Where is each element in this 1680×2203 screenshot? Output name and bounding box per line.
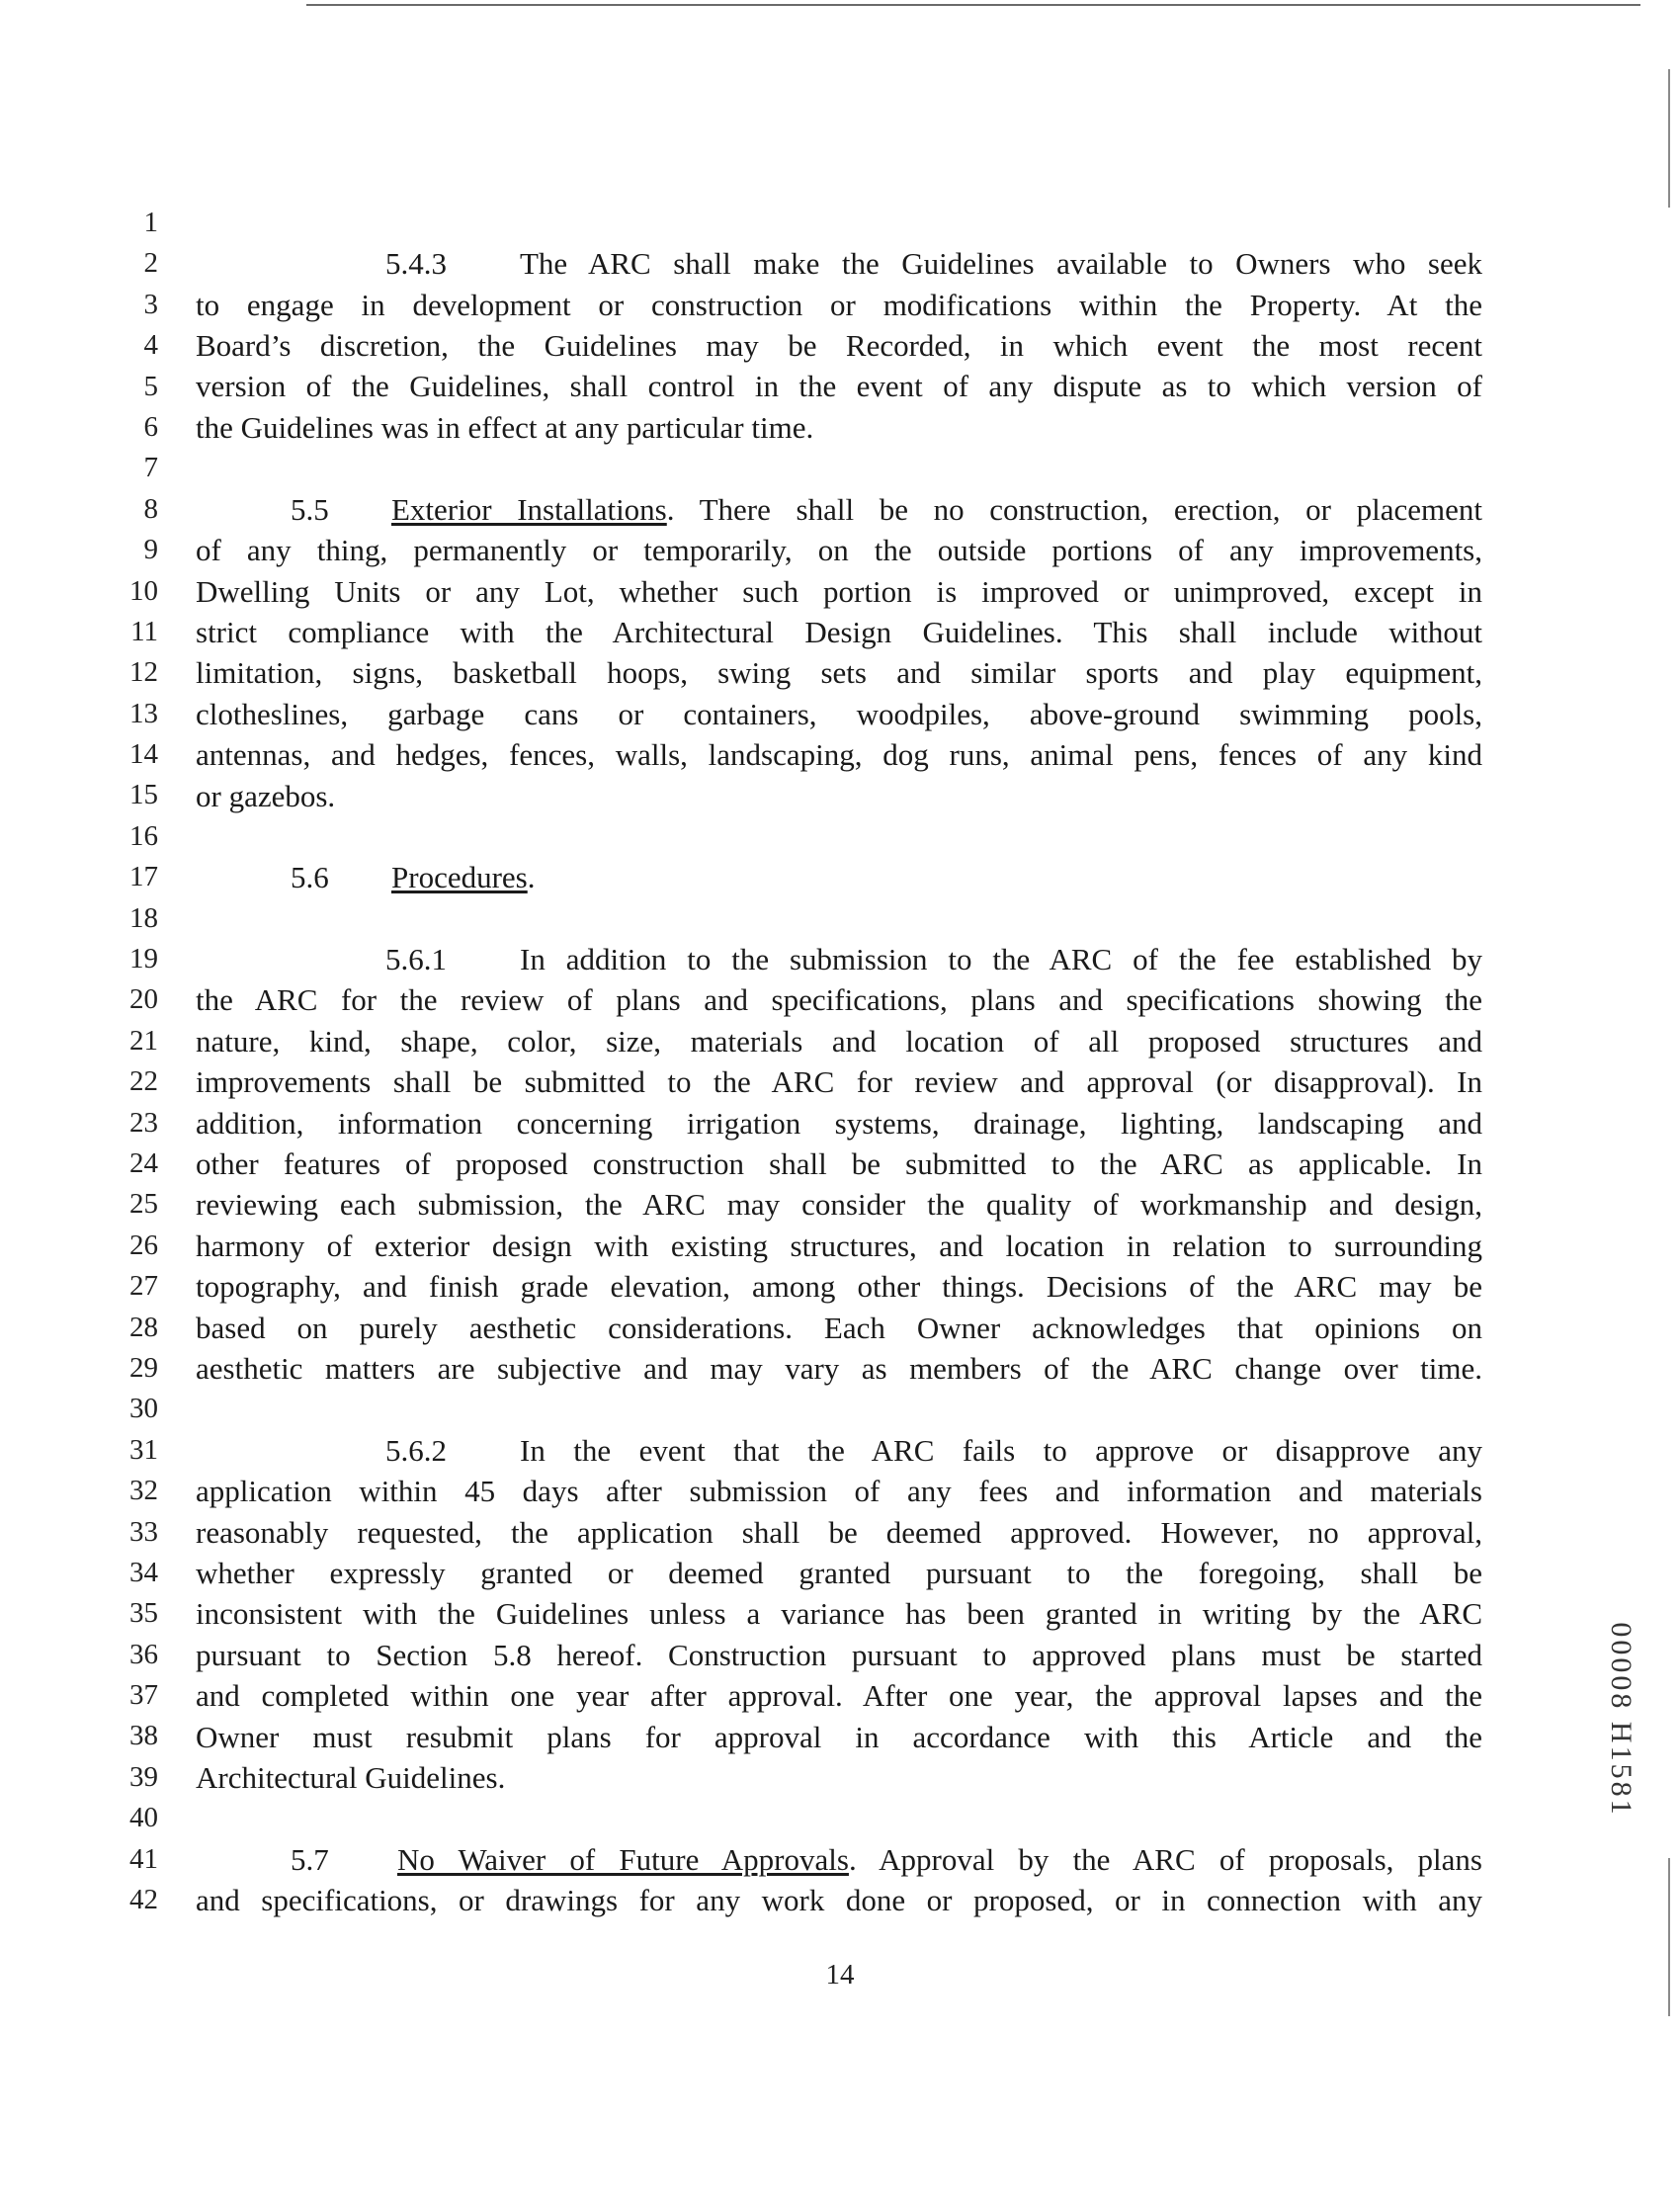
line-number: 20	[129, 983, 158, 1016]
line-number: 9	[143, 534, 158, 566]
line-number: 26	[129, 1229, 158, 1261]
paragraph-line: to engage in development or construction or modifications within the Property. At the	[196, 288, 1482, 322]
scan-edge-mark	[1668, 69, 1670, 208]
paragraph-line: other features of proposed construction shall be submitted to the ARC as applicable. In	[196, 1146, 1482, 1181]
line-number: 35	[129, 1597, 158, 1630]
paragraph-line: inconsistent with the Guidelines unless a variance has been granted in writing by the ARC	[196, 1596, 1482, 1631]
line-number: 17	[129, 861, 158, 893]
paragraph-line: strict compliance with the Architectural Design Guidelines. This shall include without	[196, 615, 1482, 649]
section-heading: Exterior Installations	[391, 492, 667, 527]
section-number: 5.6.1	[385, 942, 447, 976]
paragraph-line: antennas, and hedges, fences, walls, landscaping, dog runs, animal pens, fences of any kind	[196, 737, 1482, 772]
paragraph-line: aesthetic matters are subjective and may vary as members of the ARC change over time.	[196, 1351, 1482, 1386]
scan-top-border	[306, 4, 1640, 6]
line-number: 18	[129, 901, 158, 934]
paragraph-line: limitation, signs, basketball hoops, swing sets and similar sports and play equipment,	[196, 655, 1482, 690]
paragraph-line: harmony of exterior design with existing structures, and location in relation to surrounding	[196, 1229, 1482, 1263]
line-number: 40	[129, 1802, 158, 1834]
paragraph-line: the Guidelines was in effect at any particular time.	[196, 410, 814, 445]
section-number: 5.4.3	[385, 246, 447, 281]
line-number: 13	[129, 697, 158, 729]
line-number: 37	[129, 1679, 158, 1712]
line-number: 21	[129, 1024, 158, 1057]
line-number: 2	[143, 247, 158, 280]
line-number: 1	[143, 207, 158, 238]
line-number: 10	[129, 574, 158, 607]
paragraph-line: based on purely aesthetic considerations. Each Owner acknowledges that opinions on	[196, 1311, 1482, 1345]
paragraph-line: improvements shall be submitted to the ARC for review and approval (or disapproval). In	[196, 1064, 1482, 1099]
line-number: 8	[143, 492, 158, 525]
section-5-6-heading	[291, 857, 982, 897]
paragraph-line: pursuant to Section 5.8 hereof. Construction pursuant to approved plans must be started	[196, 1638, 1482, 1672]
paragraph-line	[291, 489, 1482, 530]
paragraph-line: version of the Guidelines, shall control in the event of any dispute as to which version of	[196, 369, 1482, 403]
paragraph-line: and completed within one year after approval. After one year, the approval lapses and the	[196, 1678, 1482, 1713]
paragraph-line: Board’s discretion, the Guidelines may be Recorded, in which event the most recent	[196, 328, 1482, 363]
paragraph-line: nature, kind, shape, color, size, materials and location of all proposed structures and	[196, 1024, 1482, 1059]
scan-edge-mark	[1668, 1858, 1670, 2016]
line-number: 42	[129, 1884, 158, 1916]
paragraph-line: of any thing, permanently or temporarily, on the outside portions of any improvements,	[196, 533, 1482, 567]
paragraph-line: clotheslines, garbage cans or containers, woodpiles, above-ground swimming pools,	[196, 697, 1482, 731]
section-number: 5.6.2	[385, 1433, 447, 1468]
line-number: 31	[129, 1433, 158, 1466]
line-number: 19	[129, 943, 158, 975]
page-number: 14	[825, 1959, 855, 1991]
paragraph-line	[385, 1430, 1482, 1471]
paragraph-line: the ARC for the review of plans and specifications, plans and specifications showing the	[196, 982, 1482, 1017]
line-number: 39	[129, 1760, 158, 1793]
paragraph-text: In addition to the submission to the ARC of the fee established by	[520, 942, 1482, 976]
line-number: 14	[129, 738, 158, 771]
section-number: 5.6	[291, 860, 329, 894]
paragraph-line: topography, and finish grade elevation, among other things. Decisions of the ARC may be	[196, 1269, 1482, 1304]
line-number: 34	[129, 1556, 158, 1588]
section-heading: Procedures	[391, 860, 528, 894]
line-number: 4	[143, 329, 158, 362]
paragraph-line	[385, 243, 1482, 284]
line-number: 29	[129, 1351, 158, 1384]
line-number: 15	[129, 779, 158, 811]
paragraph-text: The ARC shall make the Guidelines available to Owners who seek	[520, 246, 1482, 281]
line-number: 25	[129, 1188, 158, 1221]
section-number: 5.7	[291, 1842, 329, 1877]
paragraph-line: addition, information concerning irrigation systems, drainage, lighting, landscaping and	[196, 1106, 1482, 1141]
paragraph-line: application within 45 days after submission of any fees and information and materials	[196, 1474, 1482, 1508]
line-number: 28	[129, 1311, 158, 1343]
line-number: 24	[129, 1146, 158, 1179]
line-number: 7	[143, 452, 158, 484]
line-number: 36	[129, 1638, 158, 1670]
paragraph-text: . Approval by the ARC of proposals, plans	[848, 1842, 1482, 1877]
paragraph-line: Owner must resubmit plans for approval in accordance with this Article and the	[196, 1720, 1482, 1754]
line-number: 41	[129, 1842, 158, 1875]
line-number: 5	[143, 370, 158, 402]
line-number: 32	[129, 1475, 158, 1507]
paragraph-line: reviewing each submission, the ARC may consider the quality of workmanship and design,	[196, 1187, 1482, 1222]
recording-stamp	[1599, 1586, 1642, 1853]
line-number: 11	[130, 615, 158, 647]
paragraph-line: reasonably requested, the application shall be deemed approved. However, no approval,	[196, 1515, 1482, 1550]
section-number: 5.5	[291, 492, 329, 527]
line-number-column	[99, 203, 158, 1920]
line-number: 33	[129, 1515, 158, 1548]
line-number: 23	[129, 1106, 158, 1139]
line-number: 27	[129, 1270, 158, 1303]
line-number: 22	[129, 1065, 158, 1098]
line-number: 3	[143, 288, 158, 320]
paragraph-line: and specifications, or drawings for any work done or proposed, or in connection with any	[196, 1883, 1482, 1917]
section-heading: No Waiver of Future Approvals	[397, 1842, 849, 1877]
line-number: 6	[143, 410, 158, 443]
recording-stamp-text: 00008 H1581	[1605, 1622, 1638, 1818]
paragraph-text: . There shall be no construction, erection, or placement	[666, 492, 1483, 527]
line-number: 30	[129, 1393, 158, 1425]
paragraph-line: or gazebos.	[196, 779, 336, 813]
paragraph-line	[385, 939, 1482, 979]
line-number: 38	[129, 1720, 158, 1752]
heading-period: .	[527, 860, 536, 894]
paragraph-line: Dwelling Units or any Lot, whether such portion is improved or unimproved, except in	[196, 574, 1482, 609]
paragraph-text: In the event that the ARC fails to approve or disapprove any	[520, 1433, 1482, 1468]
line-number: 12	[129, 656, 158, 689]
paragraph-line: Architectural Guidelines.	[196, 1760, 506, 1795]
paragraph-line	[291, 1839, 1482, 1880]
line-number: 16	[129, 819, 158, 852]
paragraph-line: whether expressly granted or deemed granted pursuant to the foregoing, shall be	[196, 1556, 1482, 1590]
